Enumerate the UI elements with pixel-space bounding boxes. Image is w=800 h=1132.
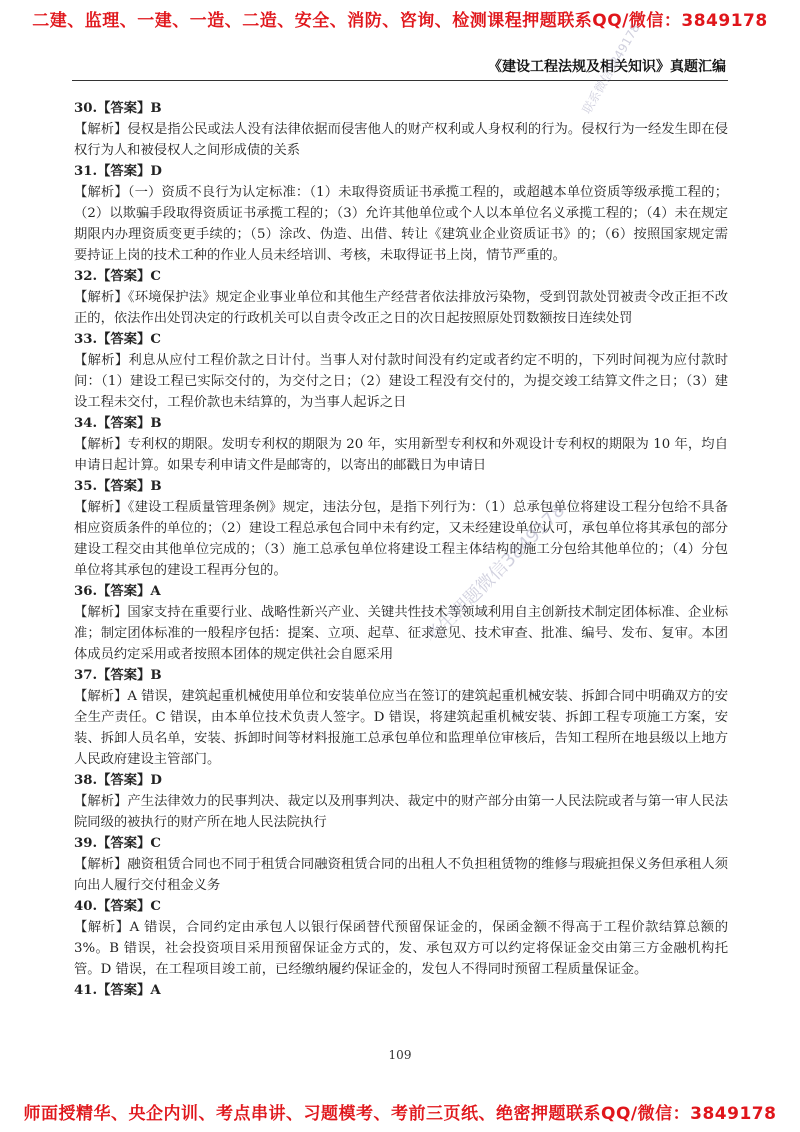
top-banner: 二建、监理、一建、一造、二造、安全、消防、咨询、检测课程押题联系QQ/微信：3849178 xyxy=(32,11,768,31)
answer-list xyxy=(74,98,728,1001)
answer-line: 32.【答案】C xyxy=(74,269,161,284)
answer-entry xyxy=(74,413,728,476)
answer-line: 35.【答案】B xyxy=(74,479,162,494)
watermark: 联系微信3849178 xyxy=(579,21,643,117)
analysis-text: 【解析】国家支持在重要行业、战略性新兴产业、关键共性技术等领域利用自主创新技术制定团体标准、企业标准；制定团体标准的一般程序包括：提案、立项、起草、征求意见、技术审查、批准、编号、发布、复审。本团体成员约定采用或者按照本团体的规定供社会自愿采用 xyxy=(74,605,728,662)
analysis-text: 【解析】利息从应付工程价款之日计付。当事人对付款时间没有约定或者约定不明的，下列时间视为应付款时间：（1）建设工程已实际交付的，为交付之日；（2）建设工程没有交付的，为提交竣工结算文件之日；（3）建设工程未交付，工程价款也未结算的，为当事人起诉之日 xyxy=(74,353,728,410)
analysis-text: 【解析】A 错误，建筑起重机械使用单位和安装单位应当在签订的建筑起重机械安装、拆卸合同中明确双方的安全生产责任。C 错误，由本单位技术负责人签字。D 错误，将建筑起重机械安装、拆卸工程专项施工方案，安装、拆卸人员名单，安装、拆卸时间等材料报施工总承包单位和监理单位审核后，告知工程所在地县级以上地方人民政府建设主管部门。 xyxy=(74,689,728,767)
answer-entry xyxy=(74,98,728,161)
answer-line: 33.【答案】C xyxy=(74,332,161,347)
answer-entry xyxy=(74,581,728,665)
answer-line: 40.【答案】C xyxy=(74,899,161,914)
header-rule xyxy=(72,80,728,81)
analysis-text: 【解析】（一）资质不良行为认定标准：（1）未取得资质证书承揽工程的，或超越本单位资质等级承揽工程的；（2）以欺骗手段取得资质证书承揽工程的；（3）允许其他单位或个人以本单位名义承揽工程的；（4）未在规定期限内办理资质变更手续的；（5）涂改、伪造、出借、转让《建筑业企业资质证书》的；（6）按照国家规定需要持证上岗的技术工种的作业人员未经培训、考核，未取得证书上岗，情节严重的。 xyxy=(74,185,728,263)
answer-entry xyxy=(74,476,728,581)
page-number: 109 xyxy=(388,1048,412,1062)
answer-entry xyxy=(74,833,728,896)
answer-entry xyxy=(74,665,728,770)
answer-line: 34.【答案】B xyxy=(74,416,162,431)
analysis-text: 【解析】《建设工程质量管理条例》规定，违法分包，是指下列行为：（1）总承包单位将建设工程分包给不具备相应资质条件的单位的；（2）建设工程总承包合同中未有约定，又未经建设单位认可，承包单位将其承包的部分建设工程交由其他单位完成的；（3）施工总承包单位将建设工程主体结构的施工分包给其他单位的；（4）分包单位将其承包的建设工程再分包的。 xyxy=(74,500,728,578)
analysis-text: 【解析】产生法律效力的民事判决、裁定以及刑事判决、裁定中的财产部分由第一人民法院或者与第一审人民法院同级的被执行的财产所在地人民法院执行 xyxy=(74,794,728,830)
answer-entry xyxy=(74,266,728,329)
answer-line: 30.【答案】B xyxy=(74,101,162,116)
answer-line: 39.【答案】C xyxy=(74,836,161,851)
running-head: 《建设工程法规及相关知识》真题汇编 xyxy=(488,59,726,75)
answer-entry xyxy=(74,329,728,413)
answer-line: 38.【答案】D xyxy=(74,773,162,788)
answer-entry xyxy=(74,161,728,266)
answer-line: 31.【答案】D xyxy=(74,164,162,179)
answer-line: 41.【答案】A xyxy=(74,983,161,998)
analysis-text: 【解析】A 错误，合同约定由承包人以银行保函替代预留保证金的，保函金额不得高于工程价款结算总额的 3%。B 错误，社会投资项目采用预留保证金方式的，发、承包双方可以约定将保证金交由第三方金融机构托管。D 错误，在工程项目竣工前，已经缴纳履约保证金的，发包人不得同时预留工程质量保证金。 xyxy=(74,920,728,977)
answer-entry xyxy=(74,896,728,980)
analysis-text: 【解析】侵权是指公民或法人没有法律依据而侵害他人的财产权利或人身权利的行为。侵权行为一经发生即在侵权行为人和被侵权人之间形成债的关系 xyxy=(74,122,728,158)
bottom-banner: 师面授精华、央企内训、考点串讲、习题模考、考前三页纸、绝密押题联系QQ/微信：3849178 xyxy=(23,1104,777,1124)
analysis-text: 【解析】《环境保护法》规定企业事业单位和其他生产经营者依法排放污染物，受到罚款处罚被责令改正拒不改正的，依法作出处罚决定的行政机关可以自责令改正之日的次日起按照原处罚数额按日连续处罚 xyxy=(74,290,728,326)
analysis-text: 【解析】专利权的期限。发明专利权的期限为 20 年，实用新型专利权和外观设计专利权的期限为 10 年，均自申请日起计算。如果专利申请文件是邮寄的，以寄出的邮戳日为申请日 xyxy=(74,437,728,473)
answer-line: 37.【答案】B xyxy=(74,668,162,683)
analysis-text: 【解析】融资租赁合同也不同于租赁合同融资租赁合同的出租人不负担租赁物的维修与瑕疵担保义务但承租人须向出人履行交付租金义务 xyxy=(74,857,728,893)
answer-entry xyxy=(74,980,728,1001)
answer-line: 36.【答案】A xyxy=(74,584,161,599)
watermark: 考生押题微信3849178 xyxy=(421,500,570,649)
answer-entry xyxy=(74,770,728,833)
